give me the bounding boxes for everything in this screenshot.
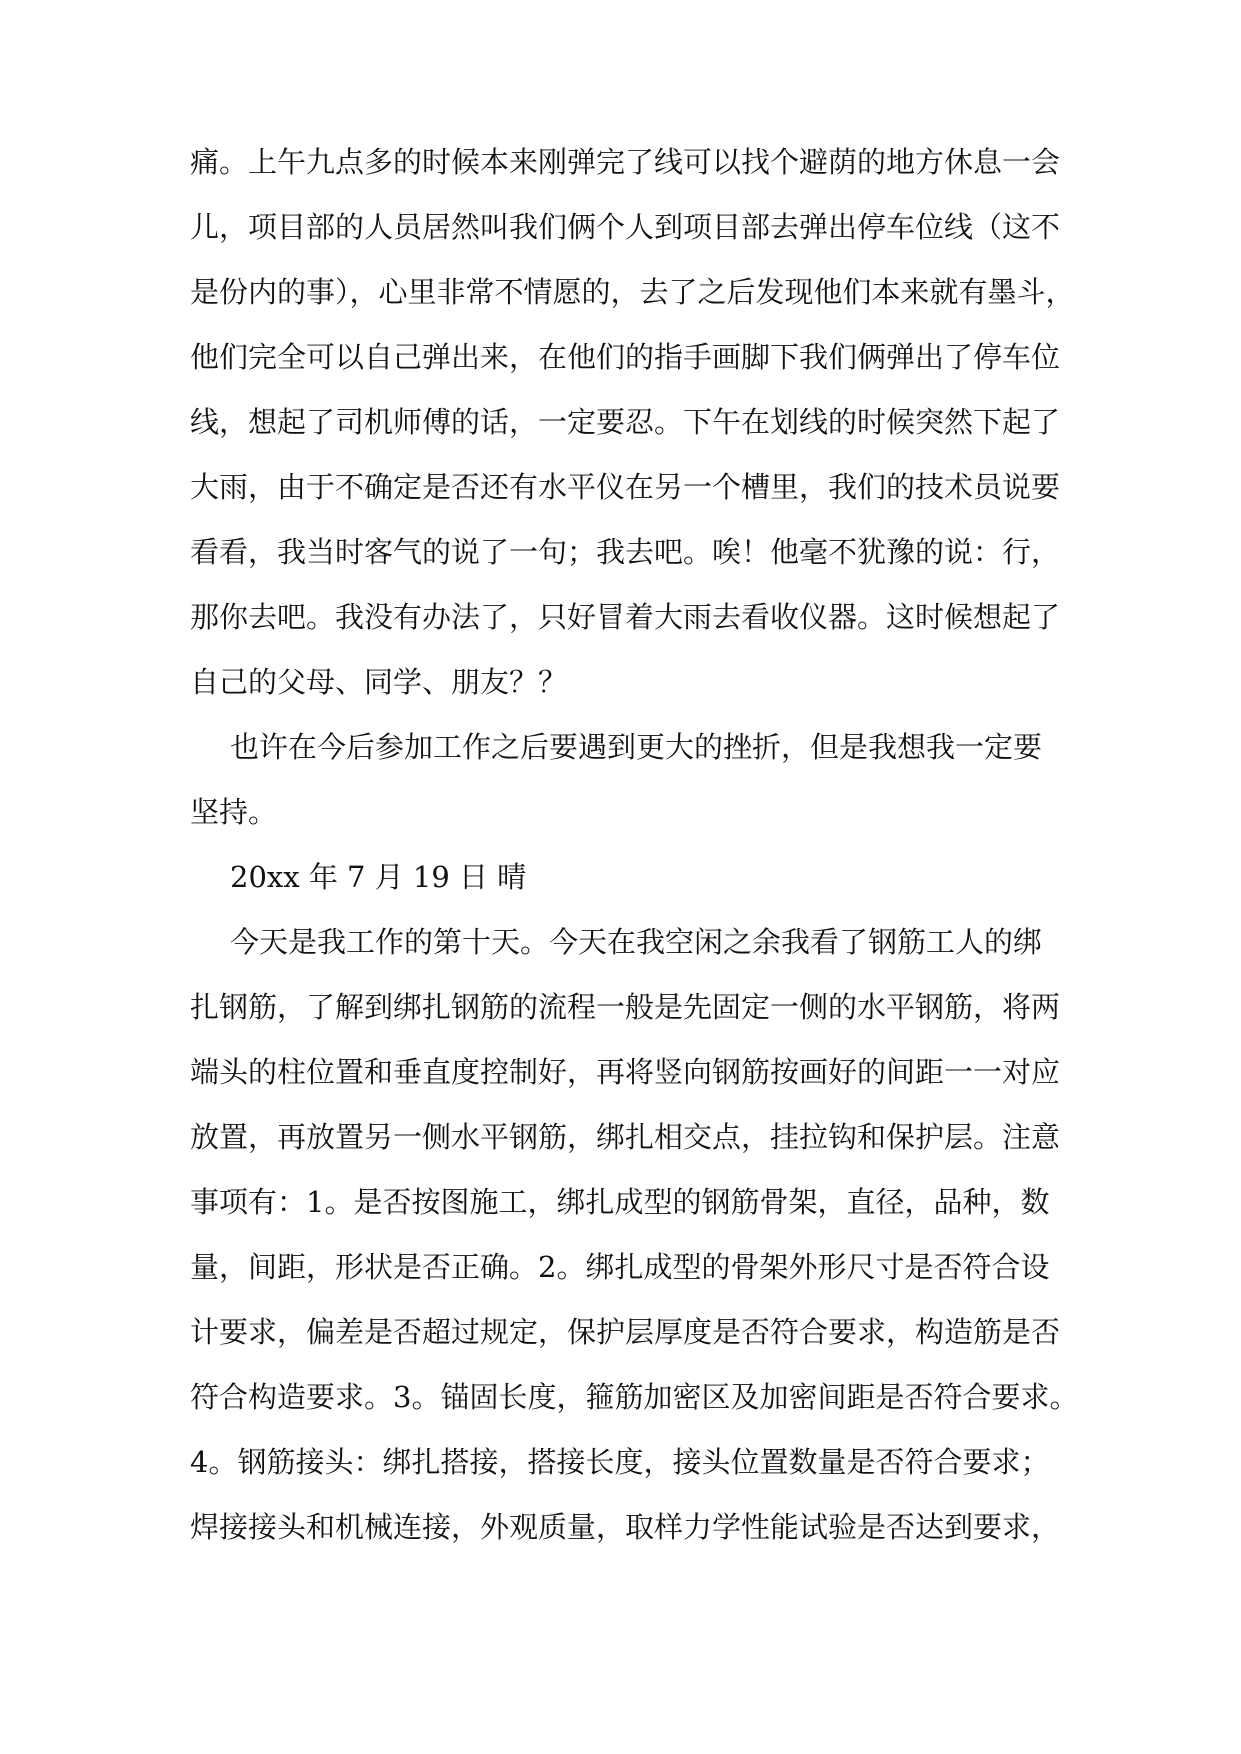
text-line: 线，想起了司机师傅的话，一定要忍。下午在划线的时候突然下起了: [190, 405, 1061, 439]
text-line: 符合构造要求。3。锚固长度，箍筋加密区及加密间距是否符合要求。: [190, 1380, 1079, 1414]
text-line: 痛。上午九点多的时候本来刚弹完了线可以找个避荫的地方休息一会: [190, 145, 1061, 179]
text-line: 儿，项目部的人员居然叫我们俩个人到项目部去弹出停车位线（这不: [190, 210, 1061, 244]
text-line: 是份内的事），心里非常不情愿的，去了之后发现他们本来就有墨斗，: [190, 275, 1075, 309]
text-line: 端头的柱位置和垂直度控制好，再将竖向钢筋按画好的间距一一对应: [190, 1055, 1061, 1089]
text-line: 事项有：1。是否按图施工，绑扎成型的钢筋骨架，直径，品种，数: [190, 1185, 1050, 1219]
text-line: 4。钢筋接头：绑扎搭接，搭接长度，接头位置数量是否符合要求；: [190, 1445, 1050, 1479]
text-line: 扎钢筋，了解到绑扎钢筋的流程一般是先固定一侧的水平钢筋，将两: [190, 990, 1061, 1024]
text-line: 计要求，偏差是否超过规定，保护层厚度是否符合要求，构造筋是否: [190, 1315, 1061, 1349]
text-line: 他们完全可以自己弹出来，在他们的指手画脚下我们俩弹出了停车位: [190, 340, 1061, 374]
text-line: 量，间距，形状是否正确。2。绑扎成型的骨架外形尺寸是否符合设: [190, 1250, 1050, 1284]
text-line: 自己的父母、同学、朋友？？: [190, 665, 568, 699]
text-line: 那你去吧。我没有办法了，只好冒着大雨去看收仪器。这时候想起了: [190, 600, 1061, 634]
diary-date-heading: 20xx 年 7 月 19 日 晴: [230, 860, 527, 894]
text-line: 坚持。: [190, 795, 278, 829]
text-line: 大雨，由于不确定是否还有水平仪在另一个槽里，我们的技术员说要: [190, 470, 1061, 504]
paragraph-start-line: 今天是我工作的第十天。今天在我空闲之余我看了钢筋工人的绑: [230, 925, 1043, 959]
paragraph-start-line: 也许在今后参加工作之后要遇到更大的挫折，但是我想我一定要: [230, 730, 1043, 764]
text-line: 放置，再放置另一侧水平钢筋，绑扎相交点，挂拉钩和保护层。注意: [190, 1120, 1061, 1154]
text-line: 焊接接头和机械连接，外观质量，取样力学性能试验是否达到要求，: [190, 1510, 1061, 1544]
text-line: 看看，我当时客气的说了一句；我去吧。唉！他毫不犹豫的说：行，: [190, 535, 1061, 569]
